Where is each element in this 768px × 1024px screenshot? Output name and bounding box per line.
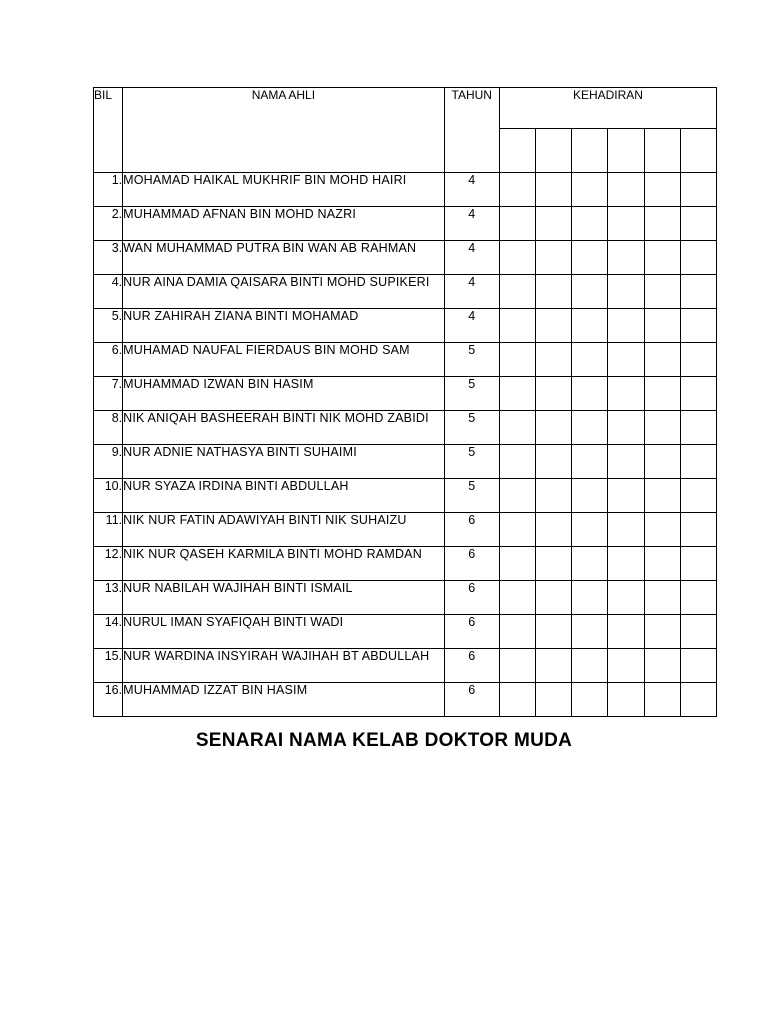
attendance-cell xyxy=(680,649,716,683)
attendance-session-cell xyxy=(644,129,680,173)
attendance-cell xyxy=(572,207,608,241)
member-name: NURUL IMAN SYAFIQAH BINTI WADI xyxy=(123,615,445,649)
attendance-cell xyxy=(608,445,644,479)
row-number: 9. xyxy=(94,445,123,479)
attendance-cell xyxy=(499,377,535,411)
attendance-cell xyxy=(572,377,608,411)
attendance-cell xyxy=(499,411,535,445)
member-name: MUHAMMAD IZWAN BIN HASIM xyxy=(123,377,445,411)
member-year: 6 xyxy=(444,581,499,615)
member-name: WAN MUHAMMAD PUTRA BIN WAN AB RAHMAN xyxy=(123,241,445,275)
attendance-cell xyxy=(536,547,572,581)
member-name: NUR NABILAH WAJIHAH BINTI ISMAIL xyxy=(123,581,445,615)
attendance-cell xyxy=(644,241,680,275)
member-name: MUHAMMAD AFNAN BIN MOHD NAZRI xyxy=(123,207,445,241)
member-name: NUR ZAHIRAH ZIANA BINTI MOHAMAD xyxy=(123,309,445,343)
member-name: MUHAMAD NAUFAL FIERDAUS BIN MOHD SAM xyxy=(123,343,445,377)
attendance-cell xyxy=(680,275,716,309)
attendance-cell xyxy=(644,445,680,479)
row-number: 16. xyxy=(94,683,123,717)
attendance-cell xyxy=(680,513,716,547)
row-number: 12. xyxy=(94,547,123,581)
header-nama-ahli: NAMA AHLI xyxy=(123,88,445,173)
attendance-cell xyxy=(644,173,680,207)
attendance-cell xyxy=(499,173,535,207)
attendance-cell xyxy=(644,513,680,547)
member-name: MOHAMAD HAIKAL MUKHRIF BIN MOHD HAIRI xyxy=(123,173,445,207)
attendance-cell xyxy=(499,275,535,309)
attendance-cell xyxy=(536,275,572,309)
attendance-cell xyxy=(499,615,535,649)
attendance-cell xyxy=(680,207,716,241)
attendance-cell xyxy=(680,615,716,649)
table-row xyxy=(94,615,717,649)
member-year: 5 xyxy=(444,343,499,377)
member-year: 5 xyxy=(444,479,499,513)
attendance-cell xyxy=(644,309,680,343)
member-year: 5 xyxy=(444,411,499,445)
attendance-cell xyxy=(499,581,535,615)
attendance-cell xyxy=(536,343,572,377)
attendance-cell xyxy=(499,309,535,343)
row-number: 5. xyxy=(94,309,123,343)
attendance-session-cell xyxy=(499,129,535,173)
member-name: NIK NUR FATIN ADAWIYAH BINTI NIK SUHAIZU xyxy=(123,513,445,547)
member-year: 4 xyxy=(444,309,499,343)
attendance-cell xyxy=(499,241,535,275)
attendance-cell xyxy=(499,649,535,683)
attendance-cell xyxy=(608,581,644,615)
attendance-cell xyxy=(680,241,716,275)
attendance-cell xyxy=(644,377,680,411)
attendance-cell xyxy=(499,479,535,513)
attendance-cell xyxy=(572,309,608,343)
attendance-session-cell xyxy=(680,129,716,173)
table-row xyxy=(94,513,717,547)
table-row xyxy=(94,309,717,343)
attendance-cell xyxy=(499,207,535,241)
row-number: 6. xyxy=(94,343,123,377)
table-row xyxy=(94,173,717,207)
row-number: 13. xyxy=(94,581,123,615)
member-name: MUHAMMAD IZZAT BIN HASIM xyxy=(123,683,445,717)
attendance-cell xyxy=(536,309,572,343)
attendance-cell xyxy=(536,649,572,683)
attendance-cell xyxy=(680,547,716,581)
attendance-session-cell xyxy=(536,129,572,173)
attendance-cell xyxy=(499,513,535,547)
attendance-cell xyxy=(536,377,572,411)
member-year: 5 xyxy=(444,377,499,411)
attendance-cell xyxy=(572,411,608,445)
row-number: 14. xyxy=(94,615,123,649)
member-year: 5 xyxy=(444,445,499,479)
attendance-cell xyxy=(572,343,608,377)
attendance-cell xyxy=(608,173,644,207)
attendance-cell xyxy=(536,513,572,547)
table-row xyxy=(94,479,717,513)
table-row xyxy=(94,445,717,479)
attendance-cell xyxy=(536,581,572,615)
attendance-cell xyxy=(572,479,608,513)
attendance-cell xyxy=(536,445,572,479)
table-row xyxy=(94,241,717,275)
attendance-cell xyxy=(572,683,608,717)
member-year: 6 xyxy=(444,547,499,581)
attendance-cell xyxy=(499,343,535,377)
attendance-table xyxy=(93,87,717,717)
attendance-cell xyxy=(680,343,716,377)
table-row xyxy=(94,207,717,241)
attendance-cell xyxy=(608,377,644,411)
attendance-cell xyxy=(536,411,572,445)
attendance-cell xyxy=(680,377,716,411)
attendance-cell xyxy=(644,343,680,377)
member-year: 6 xyxy=(444,649,499,683)
row-number: 4. xyxy=(94,275,123,309)
member-year: 6 xyxy=(444,513,499,547)
member-name: NUR AINA DAMIA QAISARA BINTI MOHD SUPIKERI xyxy=(123,275,445,309)
attendance-cell xyxy=(536,207,572,241)
attendance-cell xyxy=(536,615,572,649)
attendance-cell xyxy=(572,445,608,479)
row-number: 1. xyxy=(94,173,123,207)
attendance-cell xyxy=(572,649,608,683)
attendance-session-cell xyxy=(608,129,644,173)
page-title: SENARAI NAMA KELAB DOKTOR MUDA xyxy=(195,730,573,751)
attendance-cell xyxy=(499,445,535,479)
attendance-cell xyxy=(608,649,644,683)
attendance-cell xyxy=(608,479,644,513)
attendance-cell xyxy=(572,173,608,207)
member-year: 4 xyxy=(444,241,499,275)
attendance-cell xyxy=(680,173,716,207)
header-bil: BIL xyxy=(94,88,123,173)
attendance-cell xyxy=(644,207,680,241)
attendance-cell xyxy=(499,683,535,717)
member-year: 4 xyxy=(444,207,499,241)
attendance-cell xyxy=(608,411,644,445)
attendance-cell xyxy=(608,513,644,547)
attendance-cell xyxy=(608,275,644,309)
attendance-cell xyxy=(644,479,680,513)
attendance-cell xyxy=(680,411,716,445)
attendance-cell xyxy=(680,479,716,513)
attendance-cell xyxy=(644,615,680,649)
attendance-cell xyxy=(644,275,680,309)
attendance-cell xyxy=(608,309,644,343)
attendance-cell xyxy=(536,173,572,207)
attendance-cell xyxy=(572,547,608,581)
attendance-cell xyxy=(644,547,680,581)
attendance-cell xyxy=(572,615,608,649)
attendance-cell xyxy=(499,547,535,581)
table-row xyxy=(94,377,717,411)
row-number: 7. xyxy=(94,377,123,411)
table-row xyxy=(94,547,717,581)
row-number: 2. xyxy=(94,207,123,241)
attendance-cell xyxy=(644,649,680,683)
attendance-cell xyxy=(536,241,572,275)
attendance-cell xyxy=(644,581,680,615)
attendance-cell xyxy=(680,683,716,717)
attendance-cell xyxy=(608,207,644,241)
table-row xyxy=(94,649,717,683)
member-year: 6 xyxy=(444,683,499,717)
table-row xyxy=(94,411,717,445)
member-name: NIK NUR QASEH KARMILA BINTI MOHD RAMDAN xyxy=(123,547,445,581)
table-row xyxy=(94,683,717,717)
attendance-cell xyxy=(572,275,608,309)
attendance-cell xyxy=(644,411,680,445)
member-name: NUR ADNIE NATHASYA BINTI SUHAIMI xyxy=(123,445,445,479)
attendance-cell xyxy=(608,615,644,649)
attendance-cell xyxy=(572,581,608,615)
attendance-cell xyxy=(572,513,608,547)
table-row xyxy=(94,343,717,377)
table-row xyxy=(94,581,717,615)
attendance-cell xyxy=(608,547,644,581)
attendance-cell xyxy=(644,683,680,717)
row-number: 10. xyxy=(94,479,123,513)
attendance-cell xyxy=(608,343,644,377)
attendance-cell xyxy=(536,683,572,717)
attendance-cell xyxy=(572,241,608,275)
attendance-cell xyxy=(536,479,572,513)
attendance-cell xyxy=(608,683,644,717)
attendance-cell xyxy=(680,581,716,615)
member-year: 4 xyxy=(444,173,499,207)
attendance-cell xyxy=(680,445,716,479)
row-number: 3. xyxy=(94,241,123,275)
header-tahun: TAHUN xyxy=(444,88,499,173)
table-row xyxy=(94,275,717,309)
member-name: NUR WARDINA INSYIRAH WAJIHAH BT ABDULLAH xyxy=(123,649,445,683)
row-number: 15. xyxy=(94,649,123,683)
header-kehadiran: KEHADIRAN xyxy=(499,88,716,129)
row-number: 11. xyxy=(94,513,123,547)
attendance-session-cell xyxy=(572,129,608,173)
member-year: 6 xyxy=(444,615,499,649)
member-year: 4 xyxy=(444,275,499,309)
roster-body xyxy=(94,173,717,717)
attendance-cell xyxy=(608,241,644,275)
member-name: NIK ANIQAH BASHEERAH BINTI NIK MOHD ZABIDI xyxy=(123,411,445,445)
row-number: 8. xyxy=(94,411,123,445)
attendance-cell xyxy=(680,309,716,343)
member-name: NUR SYAZA IRDINA BINTI ABDULLAH xyxy=(123,479,445,513)
